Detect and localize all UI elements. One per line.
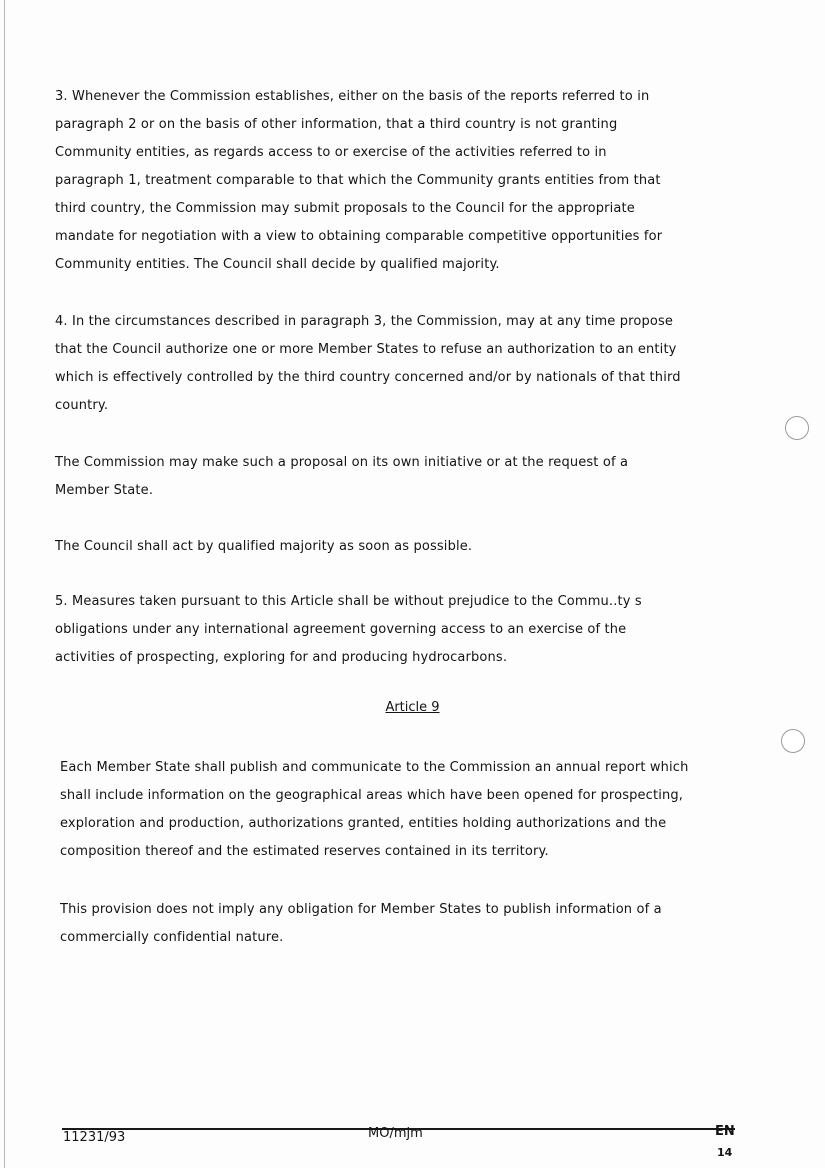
paragraph-3: 3. Whenever the Commission establishes, either on the basis of the reports referred to in paragraph 2 or on the basis of other information, that a third country is not granting Community entities, as regards access to or exercise of the activities referred to in paragraph 1, treatment comparable to that which the Community grants entities from that third country, the Commission may submit proposals to the Council for the appropriate mandate for negotiation with a view to obtaining comparable competitive opportunities for Community entities. The Council shall decide by qualified majority. [55, 89, 663, 272]
paragraph-5: 5. Measures taken pursuant to this Article shall be without prejudice to the Commu..ty s obligations under any international agreement governing access to an exercise of the activities of prospecting, exploring for and producing hydrocarbons. [55, 594, 642, 665]
paragraph-4: 4. In the circumstances described in paragraph 3, the Commission, may at any time propose that the Council authorize one or more Member States to refuse an authorization to an entity which is effectively controlled by the third country concerned and/or by nationals of that third country. [55, 314, 681, 413]
page-left-edge [4, 0, 5, 1168]
article-9-heading: Article 9 [385, 700, 440, 715]
punch-hole-icon [785, 416, 809, 440]
article-9-paragraph-1: Each Member State shall publish and communicate to the Commission an annual report which shall include information on the geographical areas which have been opened for prospecting, exploration and production, authorizations granted, entities holding authorizations and the composition thereof and the estimated reserves contained in its territory. [60, 760, 689, 859]
paragraph-4-initiative: The Commission may make such a proposal on its own initiative or at the request of a Member State. [55, 455, 629, 498]
footer-reference: 11231/93 [63, 1130, 126, 1145]
footer-page-number: 14 [717, 1146, 733, 1159]
paragraph-4-council: The Council shall act by qualified majority as soon as possible. [55, 539, 473, 554]
footer-author-code: MO/mjm [368, 1126, 423, 1141]
footer-language: EN [715, 1124, 735, 1139]
punch-hole-icon [781, 729, 805, 753]
article-9-paragraph-2: This provision does not imply any obligation for Member States to publish information of a commercially confidential nature. [60, 902, 662, 945]
